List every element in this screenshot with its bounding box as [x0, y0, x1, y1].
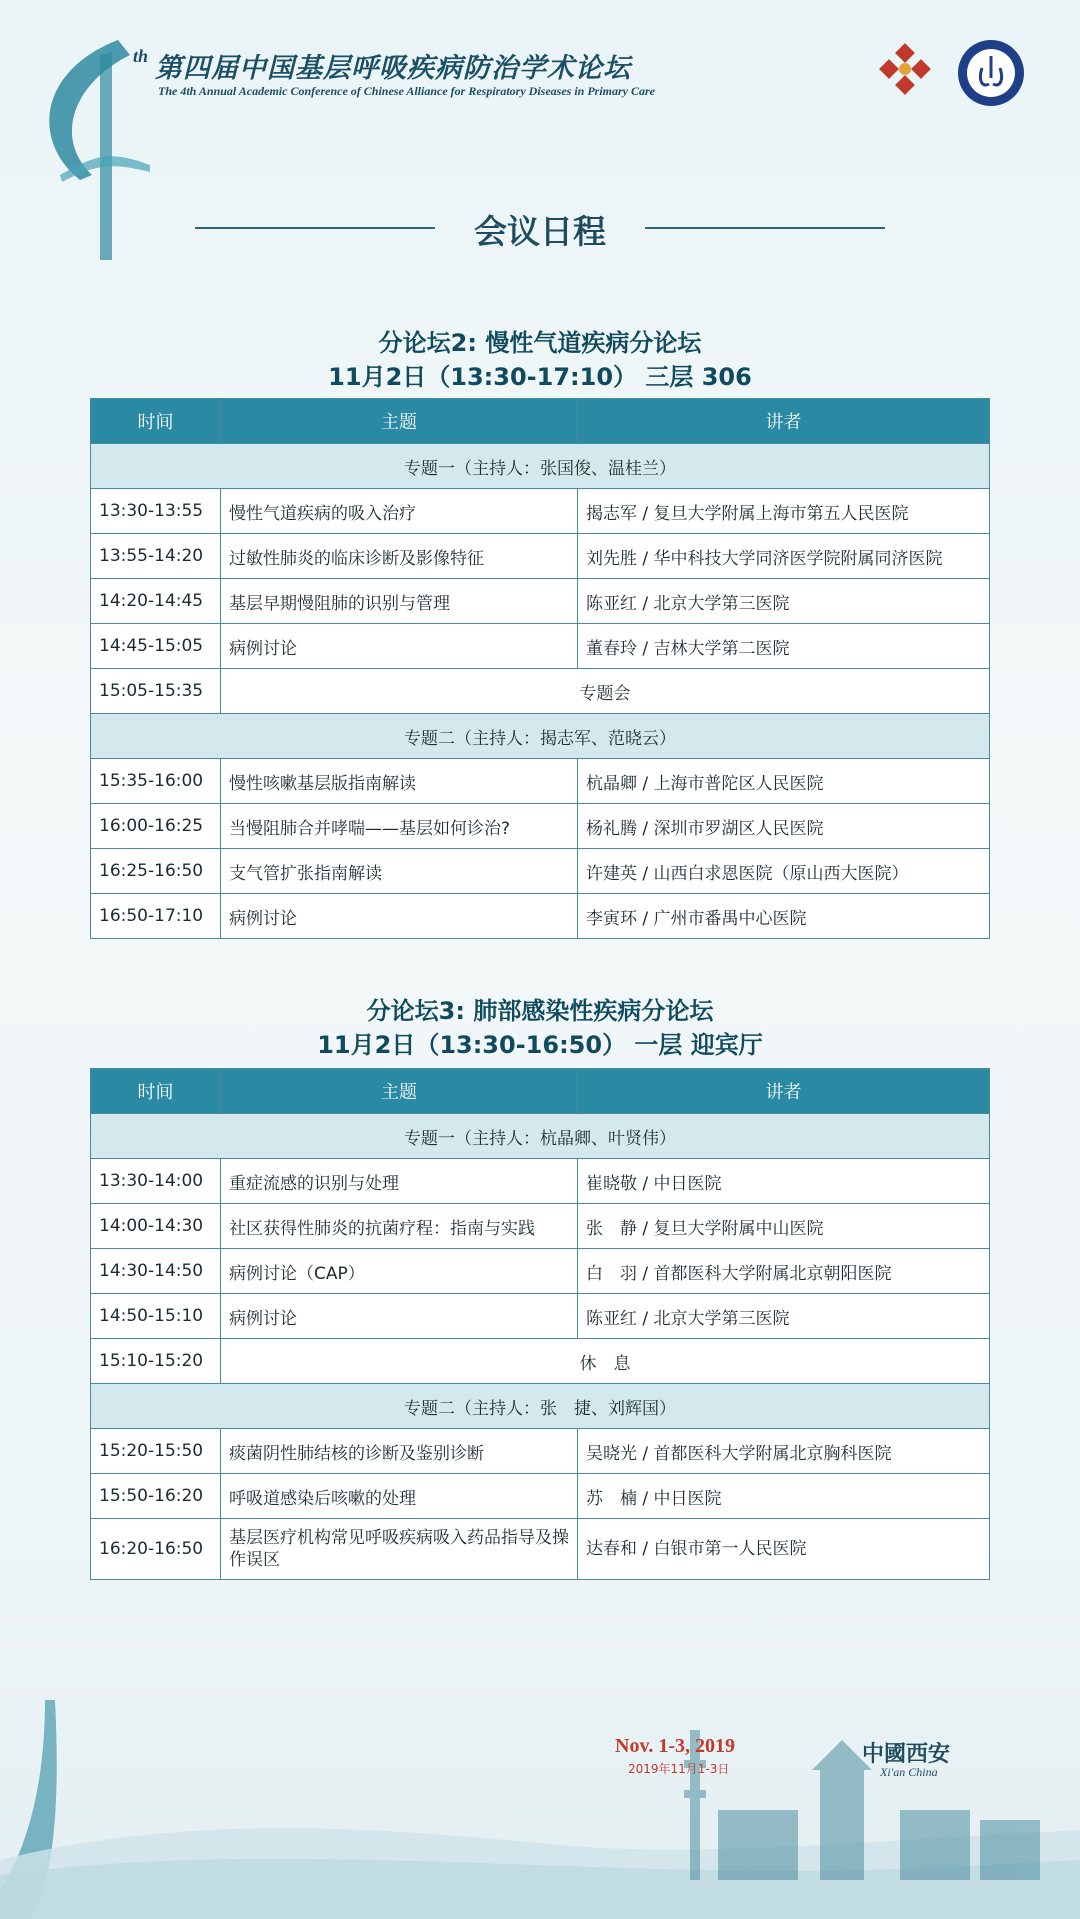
break-time: 15:10-15:20: [91, 1339, 221, 1384]
row-topic: 痰菌阴性肺结核的诊断及鉴别诊断: [221, 1429, 578, 1474]
break-row: [91, 669, 990, 714]
forum-subtitle: 11月2日（13:30-16:50） 一层 迎宾厅: [317, 1031, 763, 1059]
table-row: [91, 624, 990, 669]
association-seal-icon: [956, 38, 1026, 108]
session-heading: 专题一（主持人：张国俊、温桂兰）: [91, 444, 990, 489]
table-row: [91, 849, 990, 894]
row-time: 13:30-13:55: [91, 489, 221, 534]
session-heading-row: [91, 1114, 990, 1159]
alliance-logo-icon: [872, 38, 938, 108]
row-topic: 过敏性肺炎的临床诊断及影像特征: [221, 534, 578, 579]
row-speaker: 刘先胜 / 华中科技大学同济医学院附属同济医院: [578, 534, 990, 579]
row-time: 15:50-16:20: [91, 1474, 221, 1519]
session-heading: 专题一（主持人：杭晶卿、叶贤伟）: [91, 1114, 990, 1159]
col-header-speaker: 讲者: [578, 1069, 990, 1114]
table-row: [91, 1204, 990, 1249]
row-speaker: 董春玲 / 吉林大学第二医院: [578, 624, 990, 669]
row-topic: 社区获得性肺炎的抗菌疗程：指南与实践: [221, 1204, 578, 1249]
row-topic: 基层早期慢阻肺的识别与管理: [221, 579, 578, 624]
table-row: [91, 579, 990, 624]
row-speaker: 吴晓光 / 首都医科大学附属北京胸科医院: [578, 1429, 990, 1474]
row-topic: 病例讨论: [221, 624, 578, 669]
row-speaker: 杭晶卿 / 上海市普陀区人民医院: [578, 759, 990, 804]
table-row: [91, 1429, 990, 1474]
table-row: [91, 1159, 990, 1204]
session-heading: 专题二（主持人：张 捷、刘辉国）: [91, 1384, 990, 1429]
session-heading-row: [91, 1384, 990, 1429]
row-topic: 病例讨论（CAP）: [221, 1249, 578, 1294]
break-time: 15:05-15:35: [91, 669, 221, 714]
row-speaker: 杨礼腾 / 深圳市罗湖区人民医院: [578, 804, 990, 849]
session-heading: 专题二（主持人：揭志军、范晓云）: [91, 714, 990, 759]
row-time: 16:50-17:10: [91, 894, 221, 939]
session-heading-row: [91, 714, 990, 759]
row-speaker: 达春和 / 白银市第一人民医院: [578, 1519, 990, 1580]
row-topic: 慢性咳嗽基层版指南解读: [221, 759, 578, 804]
page-header: [0, 0, 1080, 170]
forum-heading: [0, 326, 1080, 394]
row-time: 14:30-14:50: [91, 1249, 221, 1294]
forum-title: 分论坛3: 肺部感染性疾病分论坛: [366, 997, 714, 1025]
row-speaker: 许建英 / 山西白求恩医院（原山西大医院）: [578, 849, 990, 894]
conference-title-en: The 4th Annual Academic Conference of Chinese Alliance for Respiratory Diseases in Primary Care: [158, 84, 656, 98]
row-time: 16:00-16:25: [91, 804, 221, 849]
break-label: 休 息: [221, 1339, 990, 1384]
edition-mark: th: [133, 46, 149, 66]
row-time: 16:25-16:50: [91, 849, 221, 894]
schedule-table: [90, 398, 990, 939]
session-heading-row: [91, 444, 990, 489]
row-time: 14:20-14:45: [91, 579, 221, 624]
row-speaker: 白 羽 / 首都医科大学附属北京朝阳医院: [578, 1249, 990, 1294]
row-time: 14:50-15:10: [91, 1294, 221, 1339]
row-speaker: 陈亚红 / 北京大学第三医院: [578, 579, 990, 624]
conference-title-cn: 第四届中国基层呼吸疾病防治学术论坛: [155, 53, 631, 84]
col-header-time: 时间: [91, 1069, 221, 1114]
row-time: 16:20-16:50: [91, 1519, 221, 1580]
forum-heading: [0, 994, 1080, 1062]
col-header-time: 时间: [91, 399, 221, 444]
table-header-row: [91, 399, 990, 444]
forum-subtitle: 11月2日（13:30-17:10） 三层 306: [328, 363, 752, 391]
row-topic: 呼吸道感染后咳嗽的处理: [221, 1474, 578, 1519]
col-header-speaker: 讲者: [578, 399, 990, 444]
row-topic: 慢性气道疾病的吸入治疗: [221, 489, 578, 534]
schedule-table: [90, 1068, 990, 1580]
table-header-row: [91, 1069, 990, 1114]
row-topic: 病例讨论: [221, 1294, 578, 1339]
row-topic: 基层医疗机构常见呼吸疾病吸入药品指导及操作误区: [221, 1519, 578, 1580]
row-topic: 支气管扩张指南解读: [221, 849, 578, 894]
xian-skyline-illustration: [0, 1660, 1080, 1919]
table-row: [91, 1519, 990, 1580]
table-row: [91, 1249, 990, 1294]
row-time: 15:35-16:00: [91, 759, 221, 804]
table-row: [91, 1294, 990, 1339]
row-time: 15:20-15:50: [91, 1429, 221, 1474]
table-row: [91, 759, 990, 804]
decorative-arc: [0, 0, 180, 1919]
table-row: [91, 894, 990, 939]
footer-date-en: Nov. 1-3, 2019: [615, 1735, 735, 1757]
row-topic: 病例讨论: [221, 894, 578, 939]
table-row: [91, 534, 990, 579]
row-time: 14:00-14:30: [91, 1204, 221, 1249]
row-topic: 重症流感的识别与处理: [221, 1159, 578, 1204]
section-title: 会议日程: [474, 212, 606, 251]
row-speaker: 李寅环 / 广州市番禺中心医院: [578, 894, 990, 939]
row-speaker: 揭志军 / 复旦大学附属上海市第五人民医院: [578, 489, 990, 534]
row-speaker: 崔晓敬 / 中日医院: [578, 1159, 990, 1204]
row-speaker: 陈亚红 / 北京大学第三医院: [578, 1294, 990, 1339]
table-row: [91, 489, 990, 534]
table-row: [91, 804, 990, 849]
footer-city-en: Xi'an China: [880, 1765, 938, 1779]
footer-date-cn: 2019年11月1-3日: [628, 1762, 730, 1776]
row-time: 13:55-14:20: [91, 534, 221, 579]
row-time: 14:45-15:05: [91, 624, 221, 669]
row-topic: 当慢阻肺合并哮喘——基层如何诊治?: [221, 804, 578, 849]
footer-city-cn: 中國西安: [862, 1742, 951, 1767]
table-row: [91, 1474, 990, 1519]
row-time: 13:30-14:00: [91, 1159, 221, 1204]
break-label: 专题会: [221, 669, 990, 714]
col-header-topic: 主题: [221, 1069, 578, 1114]
col-header-topic: 主题: [221, 399, 578, 444]
forum-title: 分论坛2: 慢性气道疾病分论坛: [378, 329, 702, 357]
title-rule-right: [645, 227, 885, 229]
break-row: [91, 1339, 990, 1384]
row-speaker: 张 静 / 复旦大学附属中山医院: [578, 1204, 990, 1249]
row-speaker: 苏 楠 / 中日医院: [578, 1474, 990, 1519]
